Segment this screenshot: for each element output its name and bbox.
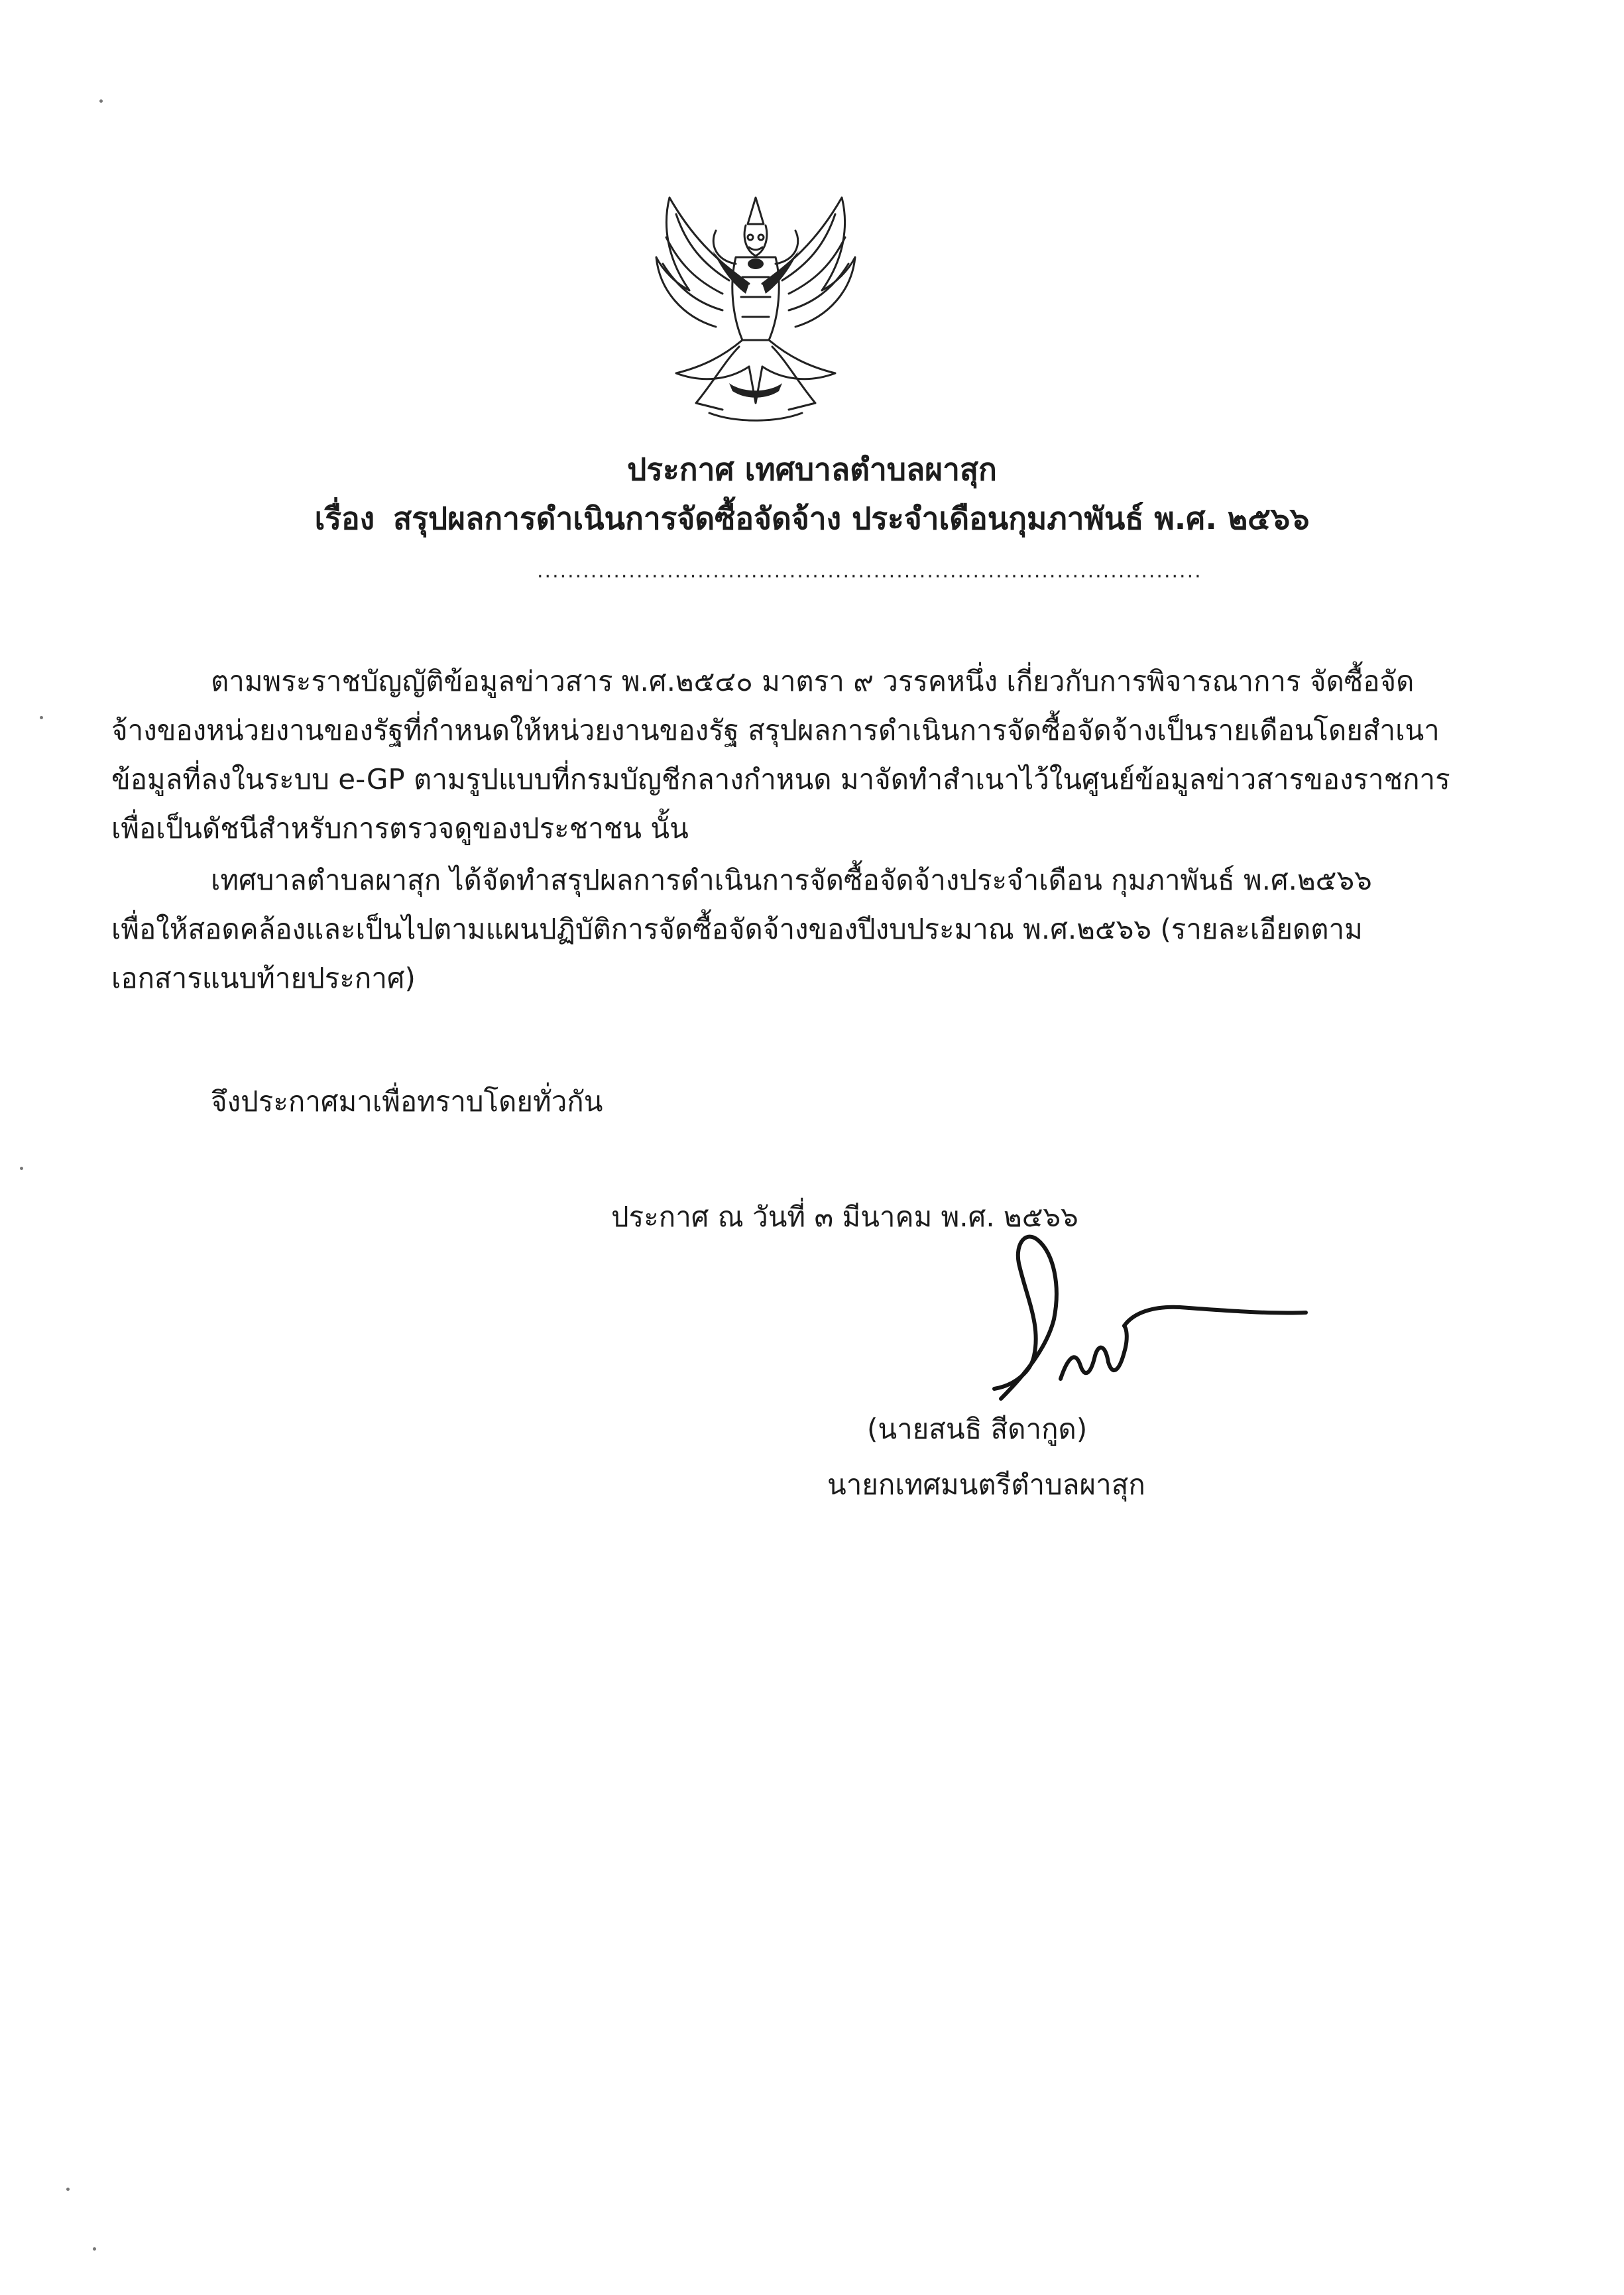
closing-statement: จึงประกาศมาเพื่อทราบโดยทั่วกัน: [211, 1085, 603, 1118]
body-paragraph-1-line-2: จ้างของหน่วยงานของรัฐที่กำหนดให้หน่วยงานของรัฐ สรุปผลการดำเนินการจัดซื้อจัดจ้างเป็นรายเดือนโดยสำเนา: [111, 714, 1440, 746]
scan-speck: [20, 1167, 23, 1170]
scan-speck: [93, 2247, 96, 2251]
signatory-name: (นายสนธิ สีดากูด): [867, 1413, 1088, 1445]
body-paragraph-2-line-3: เอกสารแนบท้ายประกาศ): [111, 962, 416, 994]
garuda-emblem-icon: [650, 184, 862, 430]
body-paragraph-2-line-2: เพื่อให้สอดคล้องและเป็นไปตามแผนปฏิบัติการจัดซื้อจัดจ้างของปีงบประมาณ พ.ศ.๒๕๖๖ (รายละเอียดตาม: [111, 913, 1363, 945]
scan-speck: [66, 2188, 70, 2191]
body-paragraph-1-line-1: ตามพระราชบัญญัติข้อมูลข่าวสาร พ.ศ.๒๕๔๐ มาตรา ๙ วรรคหนึ่ง เกี่ยวกับการพิจารณาการ จัดซื้อจัด: [211, 665, 1415, 697]
handwritten-signature: [901, 1213, 1312, 1412]
announcement-subject: [0, 499, 1624, 538]
scan-speck: [40, 716, 43, 719]
signatory-position: นายกเทศมนตรีตำบลผาสุก: [827, 1468, 1145, 1501]
scan-speck: [99, 99, 103, 103]
announcement-title: ประกาศ เทศบาลตำบลผาสุก: [627, 451, 997, 487]
title-separator: .......................................................................................: [537, 559, 1202, 583]
subject-label: เรื่อง: [314, 500, 375, 536]
announcement-date: ประกาศ ณ วันที่ ๓ มีนาคม พ.ศ. ๒๕๖๖: [611, 1201, 1078, 1233]
body-paragraph-1-line-4: เพื่อเป็นดัชนีสำหรับการตรวจดูของประชาชน นั้น: [111, 812, 689, 845]
body-paragraph-2-line-1: เทศบาลตำบลผาสุก ได้จัดทำสรุปผลการดำเนินการจัดซื้อจัดจ้างประจำเดือน กุมภาพันธ์ พ.ศ.๒๕๖๖: [211, 864, 1372, 896]
body-paragraph-1-line-3: ข้อมูลที่ลงในระบบ e-GP ตามรูปแบบที่กรมบัญชีกลางกำหนด มาจัดทำสำเนาไว้ในศูนย์ข้อมูลข่าวสารของราชการ: [111, 763, 1450, 795]
subject-text: สรุปผลการดำเนินการจัดซื้อจัดจ้าง ประจำเดือนกุมภาพันธ์ พ.ศ. ๒๕๖๖: [393, 500, 1310, 536]
